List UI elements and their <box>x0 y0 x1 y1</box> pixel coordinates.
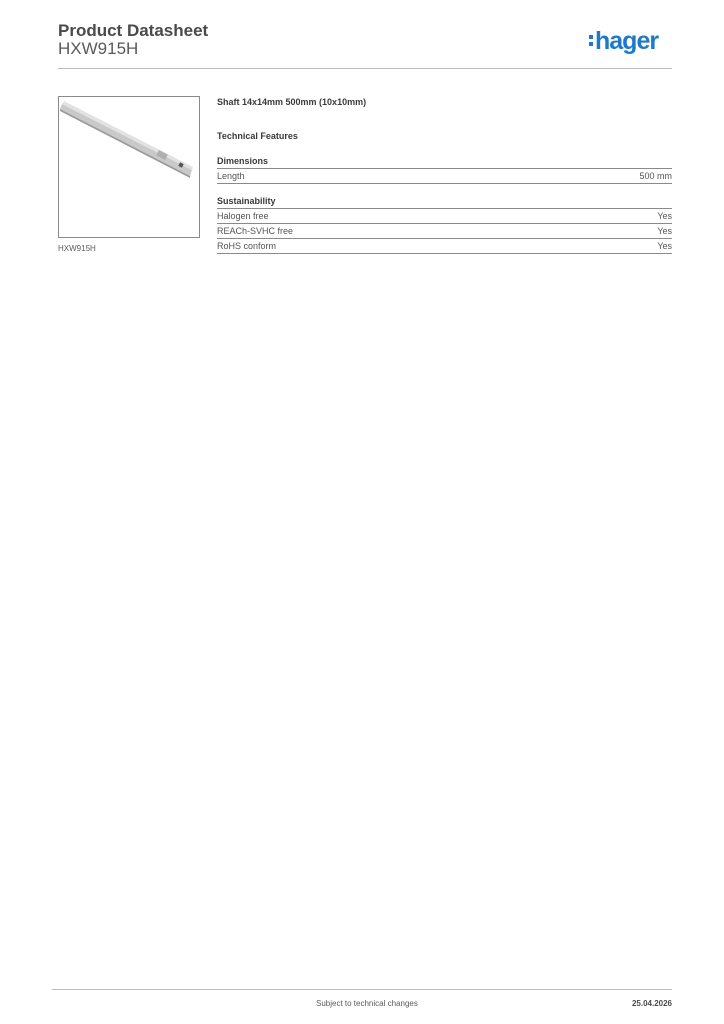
page-title: Product Datasheet <box>58 21 209 40</box>
row-label: Halogen free <box>217 211 269 221</box>
footer-divider <box>52 989 672 990</box>
product-code-heading: HXW915H <box>58 39 139 58</box>
header-divider <box>58 68 672 69</box>
row-label: RoHS conform <box>217 241 277 251</box>
footer-date: 25.04.2026 <box>631 999 672 1008</box>
shaft-image-icon <box>59 97 199 237</box>
row-label: REACh-SVHC free <box>217 226 294 236</box>
logo-text: hager <box>595 27 659 55</box>
product-image <box>58 96 200 238</box>
footer-note: Subject to technical changes <box>316 999 418 1008</box>
table-row <box>217 169 672 184</box>
row-value: Yes <box>657 211 672 221</box>
row-value: Yes <box>657 226 672 236</box>
row-label: Length <box>217 171 245 181</box>
logo-dots-icon <box>589 35 593 49</box>
table-row <box>217 224 672 239</box>
image-caption: HXW915H <box>58 244 96 253</box>
row-value: 500 mm <box>639 171 672 181</box>
group-title-dimensions: Dimensions <box>217 156 269 166</box>
section-title: Technical Features <box>217 131 298 141</box>
group-title-sustainability: Sustainability <box>217 196 276 206</box>
row-value: Yes <box>657 241 672 251</box>
hager-logo <box>595 27 658 56</box>
sustainability-group <box>217 196 672 254</box>
product-name: Shaft 14x14mm 500mm (10x10mm) <box>217 97 367 107</box>
dimensions-group <box>217 156 672 184</box>
table-row <box>217 209 672 224</box>
table-row <box>217 239 672 254</box>
